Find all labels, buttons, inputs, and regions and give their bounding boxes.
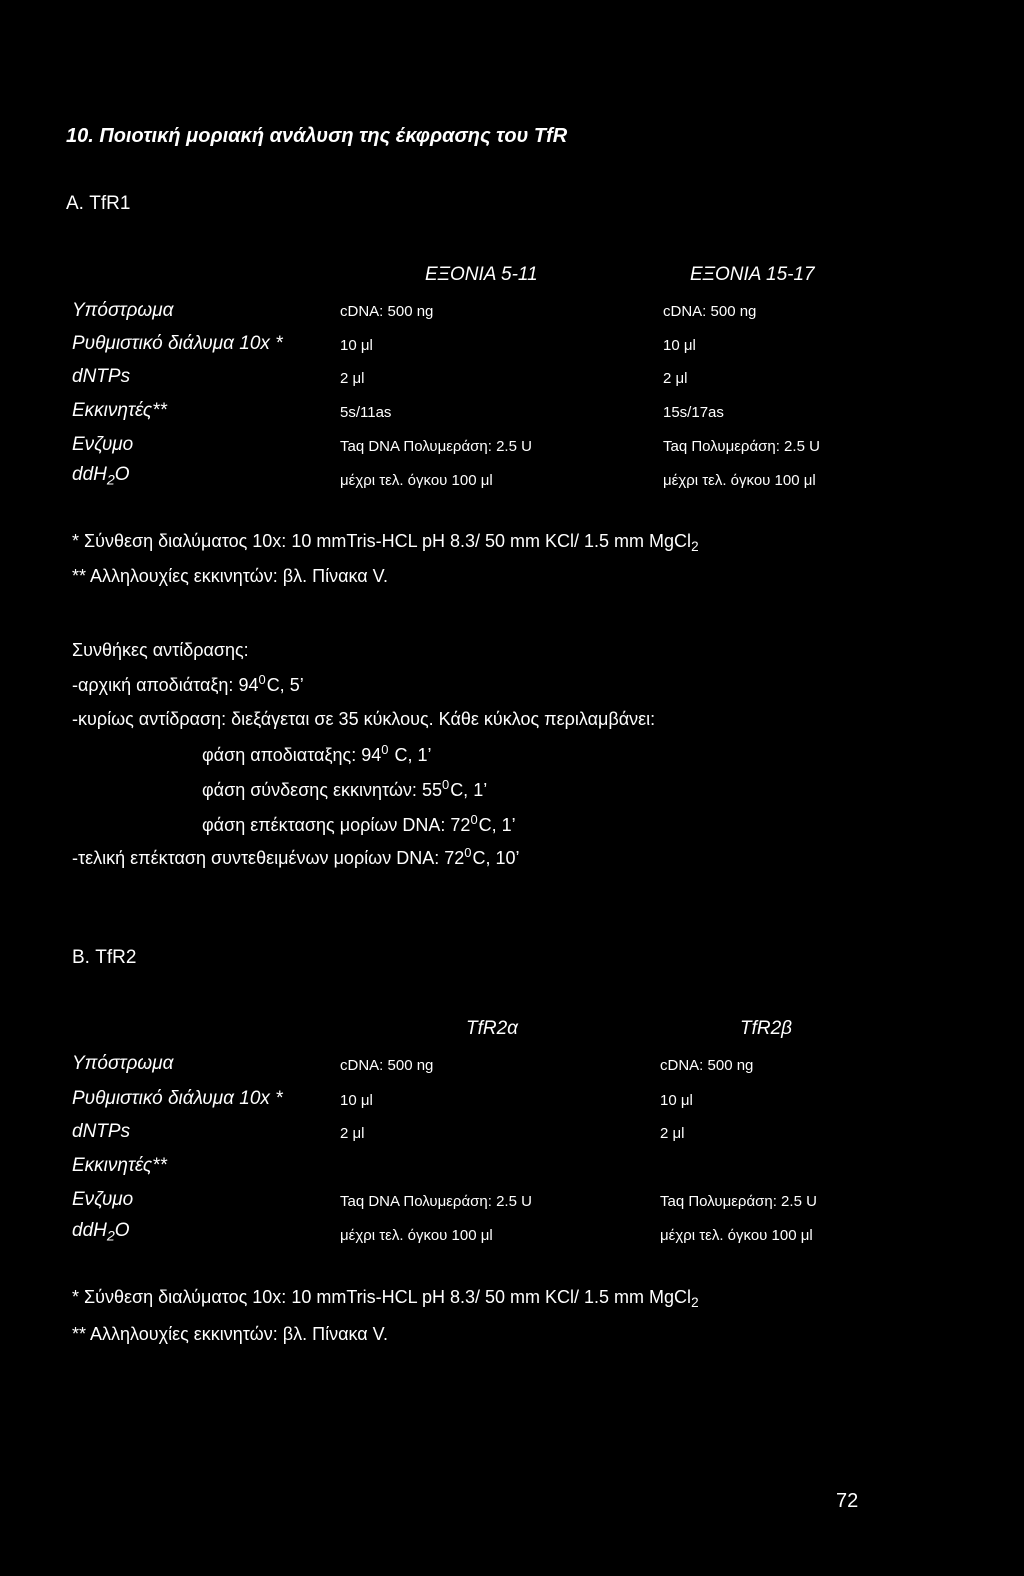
section-b-cell: Taq Πολυμεράση: 2.5 U: [660, 1193, 817, 1210]
conditions-heading: Συνθήκες αντίδρασης:: [72, 640, 249, 660]
section-b-row-label: Εκκινητές**: [72, 1155, 167, 1176]
section-a-cell: 2 μl: [663, 370, 688, 387]
section-a-cell: μέχρι τελ. όγκου 100 μl: [340, 472, 493, 489]
section-a-cell: μέχρι τελ. όγκου 100 μl: [663, 472, 816, 489]
section-a-col1-header: ΕΞΟΝΙΑ 5-11: [425, 264, 538, 285]
section-a-row-label: Ενζυμο: [72, 434, 134, 455]
section-b-cell: 10 μl: [340, 1092, 373, 1109]
section-a-cell: 15s/17as: [663, 404, 724, 421]
section-a-cell: Taq DNA Πολυμεράση: 2.5 U: [340, 438, 532, 455]
section-a-footnote-buffer: * Σύνθεση διαλύματος 10x: 10 mmTris-HCL pH 8.3/ 50 mm KCl/ 1.5 mm MgCl$_2$: [72, 531, 699, 555]
section-b-footnote-buffer: * Σύνθεση διαλύματος 10x: 10 mmTris-HCL pH 8.3/ 50 mm KCl/ 1.5 mm MgCl$_2$: [72, 1287, 699, 1311]
section-b-cell: 2 μl: [660, 1125, 685, 1142]
page-title: 10. Ποιοτική μοριακή ανάλυση της έκφρασης του TfR: [66, 125, 568, 147]
section-a-cell: cDNA: 500 ng: [663, 303, 757, 320]
section-a-cell: Taq Πολυμεράση: 2.5 U: [663, 438, 820, 455]
section-b-row-label: Ενζυμο: [72, 1189, 134, 1210]
section-a-cell: 10 μl: [340, 337, 373, 354]
conditions-line: -κυρίως αντίδραση: διεξάγεται σε 35 κύκλους. Κάθε κύκλος περιλαμβάνει:: [72, 709, 656, 729]
section-a-cell: 2 μl: [340, 370, 365, 387]
conditions-line: φάση επέκτασης μορίων DNA: $72^0C$, 1’: [202, 812, 516, 836]
section-a-cell: 10 μl: [663, 337, 696, 354]
conditions-line: φάση αποδιαταξης: $94^0$ C, 1’: [202, 742, 432, 766]
page-number: 72: [836, 1490, 859, 1512]
section-b-cell: cDNA: 500 ng: [660, 1057, 754, 1074]
conditions-line: φάση σύνδεσης εκκινητών: $55^0C$, 1’: [202, 777, 488, 801]
section-a-heading: Α. TfR1: [66, 193, 131, 214]
section-b-heading: Β. TfR2: [72, 947, 137, 968]
section-a-cell: 5s/11as: [340, 404, 392, 421]
section-b-cell: 10 μl: [660, 1092, 693, 1109]
section-b-row-label: ddH$_2$O: [72, 1220, 130, 1245]
conditions-line: -αρχική αποδιάταξη: $94^0C$, 5’: [72, 672, 304, 696]
section-b-row-label: dNTPs: [72, 1121, 131, 1142]
section-a-row-label: ddH$_2$O: [72, 464, 130, 489]
section-a-col2-header: ΕΞΟΝΙΑ 15-17: [690, 264, 815, 285]
section-b-cell: μέχρι τελ. όγκου 100 μl: [340, 1227, 493, 1244]
section-a-row-label: Υπόστρωμα: [72, 300, 174, 321]
section-a-footnote-primers: ** Αλληλουχίες εκκινητών: βλ. Πίνακα V.: [72, 566, 389, 586]
conditions-line: -τελική επέκταση συντεθειμένων μορίων DNA: $72^0C$, 10’: [72, 845, 520, 869]
section-a-row-label: Ρυθμιστικό διάλυμα 10x *: [72, 333, 283, 354]
section-b-cell: 2 μl: [340, 1125, 365, 1142]
section-b-row-label: Υπόστρωμα: [72, 1053, 174, 1074]
section-a-row-label: Εκκινητές**: [72, 400, 167, 421]
section-b-cell: cDNA: 500 ng: [340, 1057, 434, 1074]
section-b-footnote-primers: ** Αλληλουχίες εκκινητών: βλ. Πίνακα V.: [72, 1324, 389, 1344]
section-a-cell: cDNA: 500 ng: [340, 303, 434, 320]
section-b-col1-header: TfR2α: [466, 1018, 519, 1039]
section-a-row-label: dNTPs: [72, 366, 131, 387]
section-b-cell: μέχρι τελ. όγκου 100 μl: [660, 1227, 813, 1244]
section-b-cell: Taq DNA Πολυμεράση: 2.5 U: [340, 1193, 532, 1210]
section-b-col2-header: TfR2β: [740, 1018, 793, 1039]
section-b-row-label: Ρυθμιστικό διάλυμα 10x *: [72, 1088, 283, 1109]
